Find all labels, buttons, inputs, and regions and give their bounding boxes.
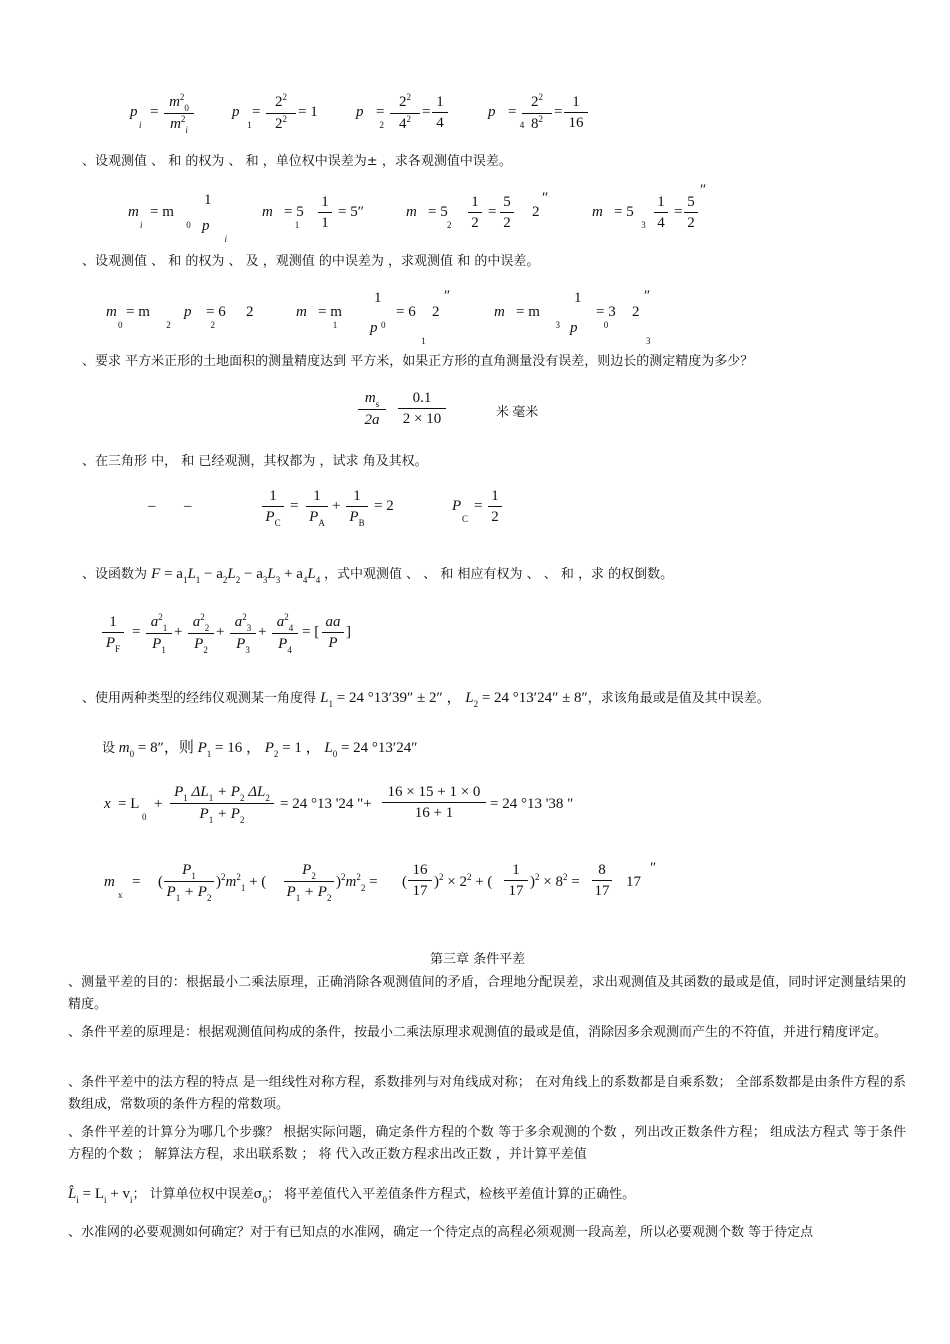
paragraph-4: 、条件平差的计算分为哪几个步骤？ 根据实际问题，确定条件方程的个数 等于多余观测的个数 ，列出改正数条件方程； 组成法方程式 等于条件方程的个数 ； 解算法方程，求出联系数 ； 将 代入改正数方程求出改正数 ，并计算平差值 [68, 1125, 906, 1162]
paragraph-3: 、条件平差中的法方程的特点 是一组线性对称方程，系数排列与对角线成对称； 在对角线上的系数都是自乘系数； 全部系数都是由条件方程的系数组成，常数项的条件方程的常数项。 [68, 1075, 906, 1112]
paragraph-2: 、条件平差的原理是：根据观测值间构成的条件，按最小二乘法原理求观测值的最或是值，消除因多余观测而产生的不符值，并进行精度评定。 [68, 1025, 888, 1040]
question-5: 、设函数为 $F = a_1L_1 - a_2L_2 - a_3L_3 + a_4L_4$ ，式中观测值 、 、 和 相应有权为 、 、 和 ，求 的权倒数。 [82, 566, 674, 585]
formula-mean-error: m $_x$ = ( $\frac{P_1}{P_1 + P_2}$ )$^2m^2_1$ + ( $\frac{P_2}{P_1 + P_2}$ )$^2m^2_2$ = ( $\frac{16}{17}$ )$^2 \times 2^2$ + ( $\frac{1}{17}$ )$^2 \times 8^2$ = $\frac{8}{17}$ 17 ″ [104, 860, 657, 903]
formula-mean-value: x = L $_0$ + $\frac{P_1 \Delta L_1 + P_2 \Delta L_2}{P_1 + P_2}$ = 24 °13 '24 "+ $\frac{16 \times 15 + 1 \times 0}{16 + 1}$ = 24 °13 '38 " [104, 784, 574, 825]
formula-weights-1: p $_i$ = $\frac{m^2_0}{m^2_i}$ p $_1$ = $\frac{2^2}{2^2}$ = 1 p $_2$ = $\frac{2^2}{4^2}$ = $\frac{1}{4}$ p $_4$ = $\frac{2^2}{8^2}$ = $\frac{1}{16}$ [130, 96, 610, 140]
paragraph-5: 、水准网的必要观测如何确定？对于有已知点的水准网，确定一个待定点的高程必须观测一段高差，所以必要观测个数 等于待定点 [68, 1225, 814, 1240]
formula-side-precision: $\frac{m_s}{2a}$ $\frac{0.1}{2 \times 10}$ 米 毫米 [358, 388, 588, 436]
formula-assume: 设 $m_0 = 8''$，则 $P_1 = 16$ ， $P_2 = 1$ ， $L_0 = 24$ °13′24″ [102, 740, 418, 759]
paragraph-4-steps: $L̂_i = L_i + v_i$； 计算单位权中误差$\sigma_0$； 将平差值代入平差值条件方程式，检核平差值计算的正确性。 [68, 1186, 636, 1205]
paragraph-1: 、测量平差的目的：根据最小二乘法原理，正确消除各观测值间的矛盾，合理地分配误差，求出观测值及其函数的最或是值，同时评定测量结果的精度。 [68, 975, 906, 1012]
formula-error-1: m $_i$ = m $_0$ 1 p $_i$ m $_1$ = 5 $\frac{1}{1}$ = 5″ m $_2$ = 5 $\frac{1}{2}$ = $\frac{5}{2}$ 2 ″ m $_3$ = 5 $\frac{1}{4}$ = $\frac{5}{2}$ ″ [128, 182, 707, 244]
formula-weight-reciprocal: $\frac{1}{P_F}$ = $\frac{a^2_1}{P_1}$ + $\frac{a^2_2}{P_2}$ + $\frac{a^2_3}{P_3}$ + $\frac{a^2_4}{P_4}$ = [ $\frac{aa}{P}$ ] [102, 612, 362, 668]
chapter-title: 第三章 条件平差 [430, 952, 526, 967]
formula-angle-weight: – – $\frac{1}{P_C}$ = $\frac{1}{P_A}$ + $\frac{1}{P_B}$ = 2 P $_C$ = $\frac{1}{2}$ [146, 486, 526, 542]
formula-error-2: m $_0$ = m $_2$ p $_2$ = 6 2 m $_1$ = m $_0$ 1 p $_1$ = 6 2 ″ m $_3$ = m $_0$ 1 p $_3$ = 3 2 ″ [106, 288, 651, 346]
question-3: 、要求 平方米正形的土地面积的测量精度达到 平方米，如果正方形的直角测量没有误差，则边长的测定精度为多少？ [82, 354, 754, 369]
question-6: 、使用两种类型的经纬仪观测某一角度得 $L_1 = 24$ °13′39″ ± 2″ ， $L_2 = 24$ °13′24″ ± 8″，求该角最或是值及其中误差。 [82, 690, 770, 709]
question-2: 、设观测值 、 和 的权为 、 及 ，观测值 的中误差为 ，求观测值 和 的中误差。 [82, 254, 540, 269]
question-1: 、设观测值 、 和 的权为 、 和 ，单位权中误差为± ，求各观测值中误差。 [82, 154, 512, 169]
question-4: 、在三角形 中， 和 已经观测，其权都为 ，试求 角及其权。 [82, 454, 428, 469]
